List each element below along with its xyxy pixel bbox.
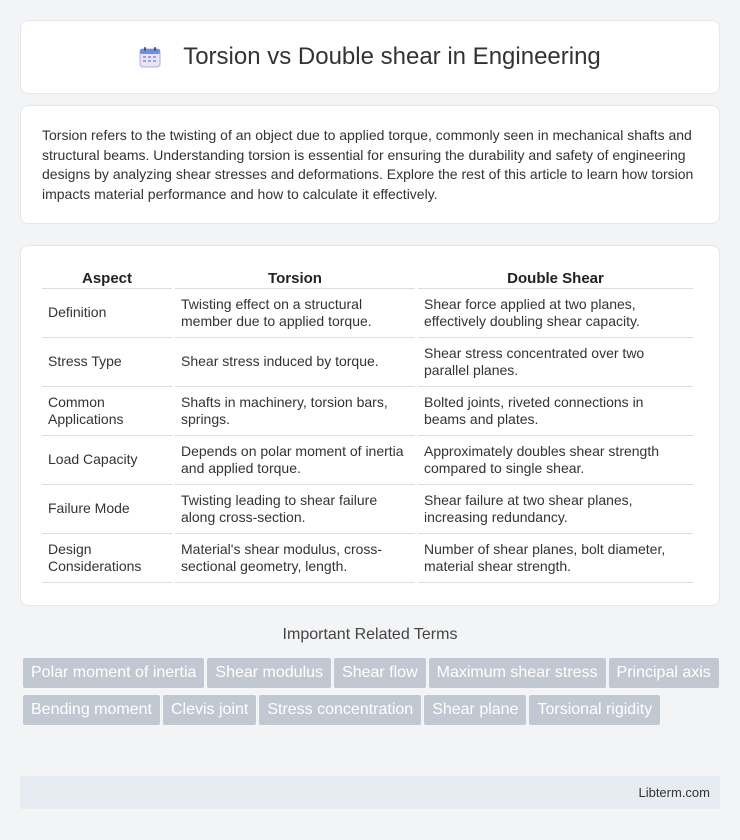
cell-aspect: Failure Mode xyxy=(42,485,172,534)
related-term-tag[interactable]: Polar moment of inertia xyxy=(23,658,204,688)
cell-torsion: Shafts in machinery, torsion bars, springs. xyxy=(175,387,415,436)
table-row xyxy=(42,534,693,583)
cell-double-shear: Shear stress concentrated over two parallel planes. xyxy=(418,338,693,387)
cell-double-shear: Shear force applied at two planes, effectively doubling shear capacity. xyxy=(418,289,693,338)
cell-torsion: Material's shear modulus, cross-sectional geometry, length. xyxy=(175,534,415,583)
comparison-card xyxy=(20,245,720,606)
table-row xyxy=(42,436,693,485)
header-double-shear: Double Shear xyxy=(418,266,693,289)
table-row xyxy=(42,289,693,338)
cell-torsion: Shear stress induced by torque. xyxy=(175,338,415,387)
comparison-table xyxy=(39,266,696,583)
cell-torsion: Twisting leading to shear failure along cross-section. xyxy=(175,485,415,534)
footer-link[interactable]: Libterm.com xyxy=(638,785,710,800)
related-term-tag[interactable]: Maximum shear stress xyxy=(429,658,606,688)
cell-double-shear: Approximately doubles shear strength compared to single shear. xyxy=(418,436,693,485)
header-aspect: Aspect xyxy=(42,266,172,289)
page-title: Torsion vs Double shear in Engineering xyxy=(183,43,601,70)
table-row xyxy=(42,387,693,436)
title-card xyxy=(20,20,720,94)
table-row xyxy=(42,338,693,387)
table-header-row xyxy=(42,266,693,289)
related-terms-title: Important Related Terms xyxy=(282,626,458,643)
related-term-tag[interactable]: Shear plane xyxy=(424,695,526,725)
cell-torsion: Twisting effect on a structural member due to applied torque. xyxy=(175,289,415,338)
intro-paragraph: Torsion refers to the twisting of an object due to applied torque, commonly seen in mechanical shafts and structural beams. Understanding torsion is essential for ensuring the durability and safety of engineering designs by analyzing shear stresses and deformations. Explore the rest of this article to learn how torsion impacts material performance and how to calculate it effectively. xyxy=(42,127,694,202)
related-terms-list xyxy=(23,658,723,732)
header-torsion: Torsion xyxy=(175,266,415,289)
cell-aspect: Definition xyxy=(42,289,172,338)
cell-double-shear: Bolted joints, riveted connections in beams and plates. xyxy=(418,387,693,436)
related-term-tag[interactable]: Principal axis xyxy=(609,658,719,688)
related-term-tag[interactable]: Torsional rigidity xyxy=(529,695,660,725)
cell-double-shear: Number of shear planes, bolt diameter, material shear strength. xyxy=(418,534,693,583)
cell-aspect: Common Applications xyxy=(42,387,172,436)
footer xyxy=(20,776,720,809)
cell-aspect: Design Considerations xyxy=(42,534,172,583)
related-term-tag[interactable]: Stress concentration xyxy=(259,695,421,725)
table-row xyxy=(42,485,693,534)
related-term-tag[interactable]: Bending moment xyxy=(23,695,160,725)
related-term-tag[interactable]: Shear flow xyxy=(334,658,426,688)
intro-card xyxy=(20,105,720,224)
cell-aspect: Stress Type xyxy=(42,338,172,387)
related-term-tag[interactable]: Shear modulus xyxy=(207,658,331,688)
calendar-icon xyxy=(139,46,161,68)
cell-torsion: Depends on polar moment of inertia and applied torque. xyxy=(175,436,415,485)
cell-aspect: Load Capacity xyxy=(42,436,172,485)
cell-double-shear: Shear failure at two shear planes, increasing redundancy. xyxy=(418,485,693,534)
related-term-tag[interactable]: Clevis joint xyxy=(163,695,256,725)
